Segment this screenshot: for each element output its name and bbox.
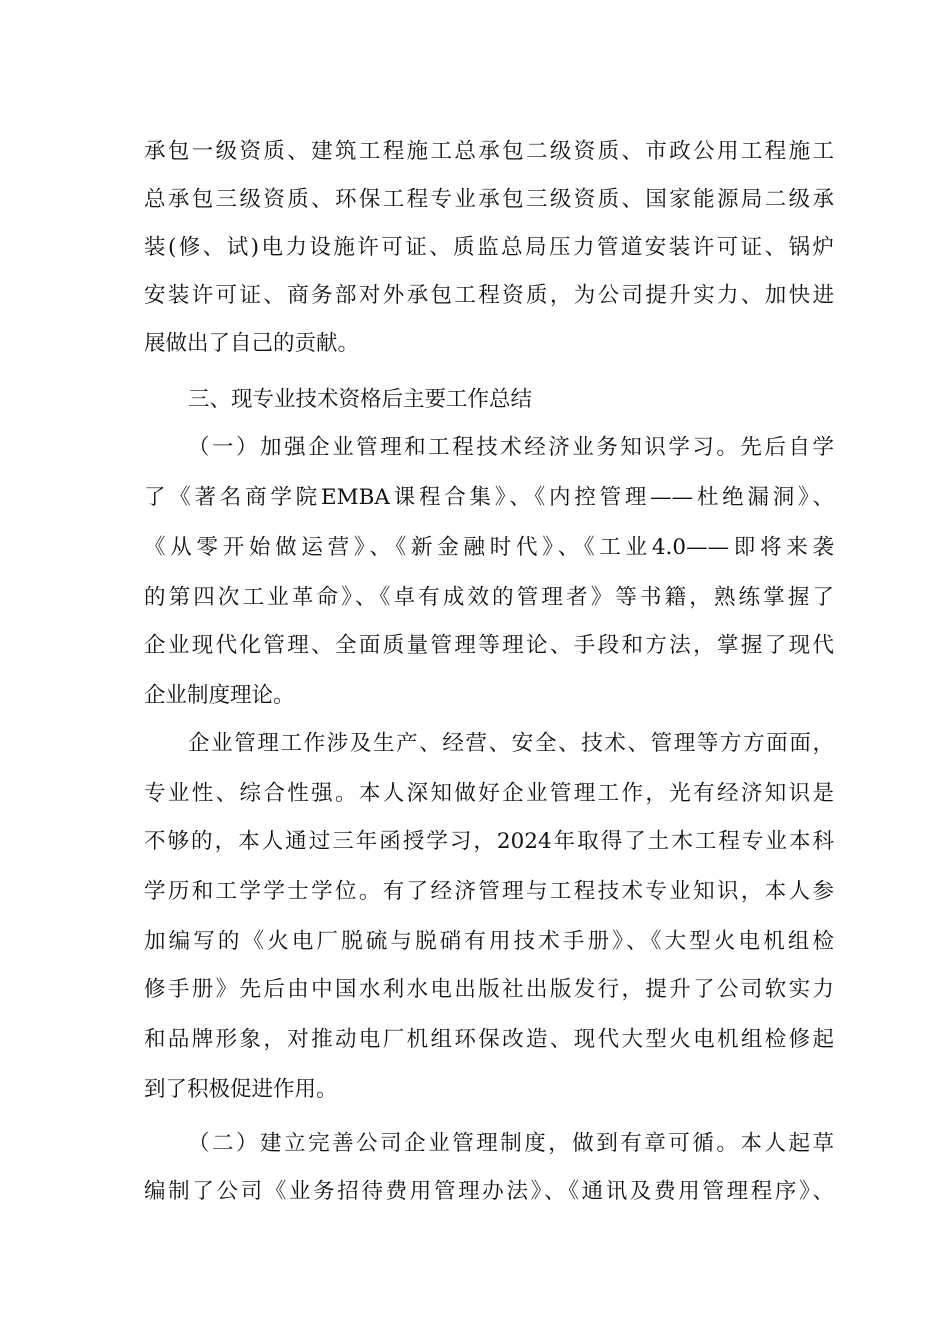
body-text-line: 加编写的《火电厂脱硫与脱硝有用技术手册》、《大型火电机组检	[144, 929, 834, 954]
body-text-line: 展做出了自己的贡献。	[144, 331, 360, 356]
paragraph-first-line: 企业管理工作涉及生产、经营、安全、技术、管理等方方面面，	[188, 731, 834, 756]
paragraph-first-line: （一）加强企业管理和工程技术经济业务知识学习。先后自学	[188, 435, 834, 460]
body-text-line: 修手册》先后由中国水利水电出版社出版发行，提升了公司软实力	[144, 977, 834, 1002]
body-text-line: 不够的，本人通过三年函授学习，2024年取得了土木工程专业本科	[144, 829, 834, 854]
body-text-line: 编制了公司《业务招待费用管理办法》、《通讯及费用管理程序》、	[144, 1179, 834, 1204]
body-text-line: 和品牌形象，对推动电厂机组环保改造、现代大型火电机组检修起	[144, 1027, 834, 1052]
body-text-line: 的第四次工业革命》、《卓有成效的管理者》等书籍，熟练掌握了	[144, 585, 834, 610]
body-text-line: 到了积极促进作用。	[144, 1077, 338, 1102]
body-text-line: 安装许可证、商务部对外承包工程资质，为公司提升实力、加快进	[144, 283, 834, 308]
body-text-line: 了《著名商学院EMBA课程合集》、《内控管理——杜绝漏洞》、	[144, 485, 834, 510]
body-text-line: 装(修、试)电力设施许可证、质监总局压力管道安装许可证、锅炉	[144, 235, 834, 260]
body-text-line: 企业制度理论。	[144, 683, 295, 708]
body-text-line: 专业性、综合性强。本人深知做好企业管理工作，光有经济知识是	[144, 781, 834, 806]
body-text-line: 《从零开始做运营》、《新金融时代》、《工业4.0——即将来袭	[144, 535, 834, 560]
body-text-line: 企业现代化管理、全面质量管理等理论、手段和方法，掌握了现代	[144, 633, 834, 658]
paragraph-first-line: （二）建立完善公司企业管理制度，做到有章可循。本人起草	[188, 1131, 834, 1156]
body-text-line: 总承包三级资质、环保工程专业承包三级资质、国家能源局二级承	[144, 187, 834, 212]
body-text-line: 承包一级资质、建筑工程施工总承包二级资质、市政公用工程施工	[144, 139, 834, 164]
section-heading: 三、现专业技术资格后主要工作总结	[188, 387, 533, 412]
body-text-line: 学历和工学学士学位。有了经济管理与工程技术专业知识，本人参	[144, 879, 834, 904]
